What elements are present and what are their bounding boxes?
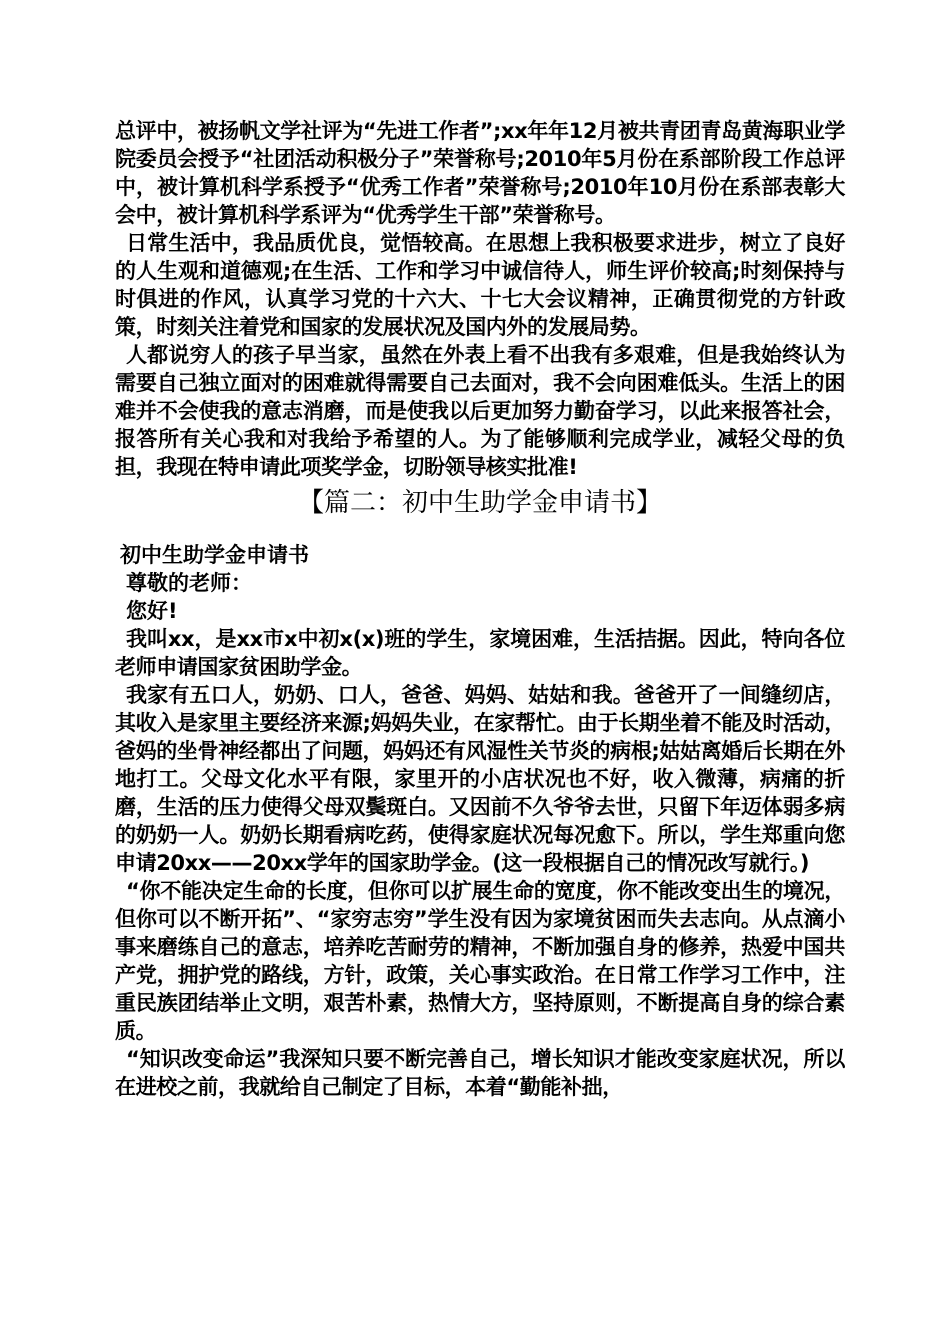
document-title: 初中生助学金申请书 — [120, 543, 309, 567]
greeting: 您好! — [126, 599, 178, 623]
section-heading: 【篇二：初中生助学金申请书】 — [297, 488, 662, 518]
paragraph-knowledge: “知识改变命运”我深知只要不断完善自己，增长知识才能改变家庭状况，所以在进校之前，我就给自己制定了目标，本着“勤能补拙， — [115, 1047, 845, 1099]
paragraph-family: 我家有五口人，奶奶、口人，爸爸、妈妈、姑姑和我。爸爸开了一间缝纫店，其收入是家里主要经济来源;妈妈失业，在家帮忙。由于长期坐着不能及时活动，爸妈的坐骨神经都出了问题，妈妈还有风湿性关节炎的病根;姑姑离婚后长期在外地打工。父母文化水平有限，家里开的小店状况也不好，收入微薄，病痛的折磨，生活的压力使得父母双鬓斑白。又因前不久爷爷去世，只留下年迈体弱多病的奶奶一人。奶奶长期看病吃药，使得家庭状况每况愈下。所以，学生郑重向您申请20xx——20xx学年的国家助学金。(这一段根据自己的情况改写就行。) — [115, 683, 845, 875]
paragraph-introduction: 我叫xx，是xx市x中初x(x)班的学生，家境困难，生活拮据。因此，特向各位老师申请国家贫困助学金。 — [115, 627, 845, 679]
paragraph-aspiration: “你不能决定生命的长度，但你可以扩展生命的宽度，你不能改变出生的境况，但你可以不断开拓”、“家穷志穷”学生没有因为家境贫困而失去志向。从点滴小事来磨练自己的意志，培养吃苦耐劳的精神，不断加强自身的修养，热爱中国共产党，拥护党的路线，方针，政策，关心事实政治。在日常工作学习工作中，注重民族团结举止文明，艰苦朴素，热情大方，坚持原则，不断提高自身的综合素质。 — [115, 879, 845, 1043]
paragraph-hardship: 人都说穷人的孩子早当家，虽然在外表上看不出我有多艰难，但是我始终认为需要自己独立面对的困难就得需要自己去面对，我不会向困难低头。生活上的困难并不会使我的意志消磨，而是使我以后更加努力勤奋学习，以此来报答社会，报答所有关心我和对我给予希望的人。为了能够顺利完成学业，减轻父母的负担，我现在特申请此项奖学金，切盼领导核实批准! — [115, 343, 845, 479]
paragraph-awards: 总评中，被扬帆文学社评为“先进工作者”;xx年年12月被共青团青岛黄海职业学院委员会授予“社团活动积极分子”荣誉称号;2010年5月份在系部阶段工作总评中，被计算机科学系授予“优秀工作者”荣誉称号;2010年10月份在系部表彰大会中，被计算机科学系评为“优秀学生干部”荣誉称号。 — [115, 119, 845, 227]
document-page — [115, 117, 845, 1101]
salutation: 尊敬的老师： — [126, 571, 252, 595]
paragraph-character: 日常生活中，我品质优良，觉悟较高。在思想上我积极要求进步，树立了良好的人生观和道德观;在生活、工作和学习中诚信待人，师生评价较高;时刻保持与时俱进的作风，认真学习党的十六大、十七大会议精神，正确贯彻党的方针政策，时刻关注着党和国家的发展状况及国内外的发展局势。 — [115, 231, 845, 339]
